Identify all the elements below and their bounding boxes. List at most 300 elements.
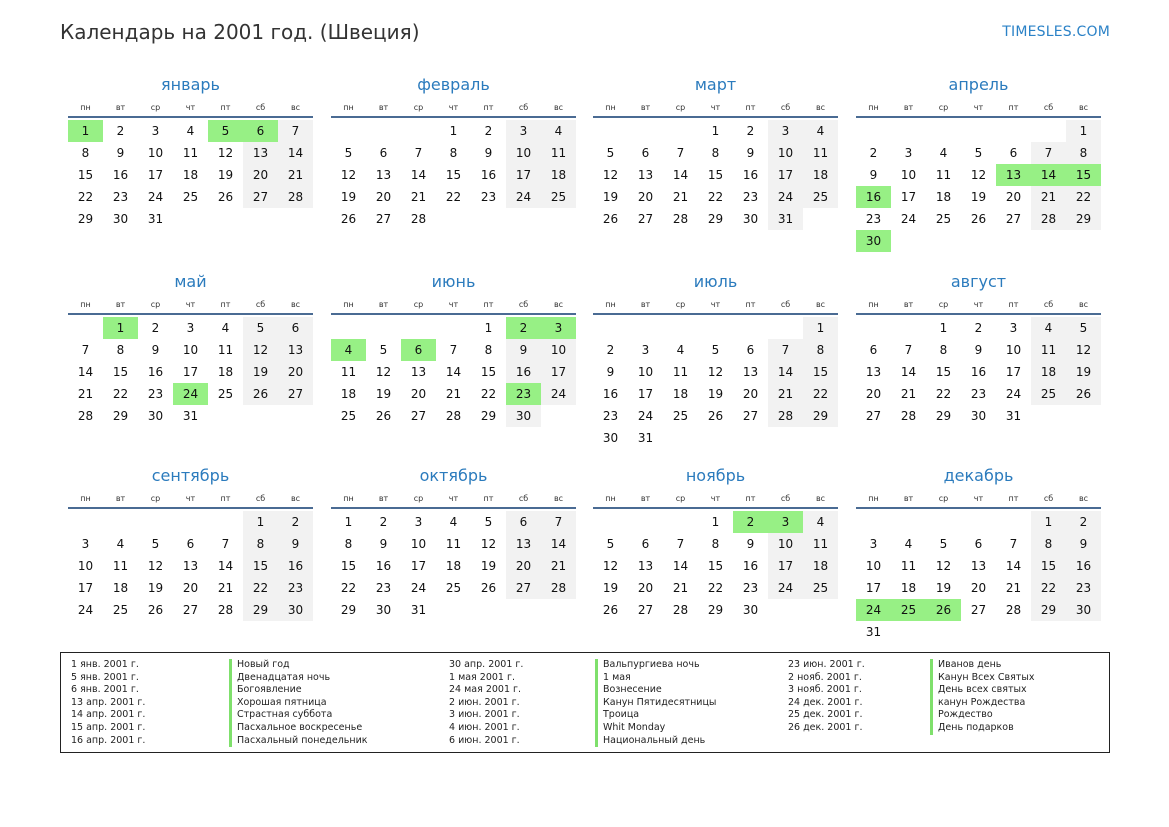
day-cell: 18 bbox=[672, 387, 689, 401]
day-cell: 28 bbox=[768, 405, 803, 427]
weekday-label: сб bbox=[255, 103, 266, 112]
month-name: декабрь bbox=[943, 466, 1014, 485]
day-cell: 18 bbox=[182, 168, 199, 182]
weekday-label: сб bbox=[780, 300, 791, 309]
day-cell: 6 bbox=[379, 146, 388, 160]
day-cell: 12 bbox=[707, 365, 724, 379]
day-cell: 7 bbox=[676, 537, 685, 551]
day-cell: 3 bbox=[869, 537, 878, 551]
day-grid bbox=[331, 511, 576, 621]
day-cell: 28 bbox=[77, 409, 94, 423]
day-cell: 27 bbox=[742, 409, 759, 423]
weekday-label: сб bbox=[1043, 300, 1054, 309]
day-cell: 16 bbox=[278, 555, 313, 577]
weekday-label: пн bbox=[868, 300, 879, 309]
day-cell: 5 bbox=[484, 515, 493, 529]
day-cell: 11 bbox=[672, 365, 689, 379]
day-cell: 9 bbox=[278, 533, 313, 555]
day-cell: 25 bbox=[803, 186, 838, 208]
weekday-header bbox=[593, 491, 838, 509]
month-4 bbox=[856, 75, 1101, 252]
day-cell: 10 bbox=[900, 168, 917, 182]
weekday-header bbox=[593, 100, 838, 118]
day-cell: 26 bbox=[970, 212, 987, 226]
day-cell: 24 bbox=[410, 581, 427, 595]
day-cell: 5 bbox=[1066, 317, 1101, 339]
day-cell: 18 bbox=[900, 581, 917, 595]
empty-cell bbox=[331, 120, 366, 142]
legend-date: 15 апр. 2001 г. bbox=[71, 721, 146, 733]
day-cell: 3 bbox=[1009, 321, 1018, 335]
day-cell: 27 bbox=[182, 603, 199, 617]
day-cell: 12 bbox=[1066, 339, 1101, 361]
day-cell: 1 bbox=[344, 515, 353, 529]
empty-cell bbox=[593, 511, 628, 533]
day-cell: 20 bbox=[970, 581, 987, 595]
day-cell: 5 bbox=[606, 537, 615, 551]
weekday-label: вс bbox=[553, 103, 564, 112]
day-cell: 10 bbox=[506, 142, 541, 164]
day-cell: 27 bbox=[637, 603, 654, 617]
empty-cell bbox=[663, 511, 698, 533]
day-cell: 27 bbox=[637, 212, 654, 226]
day-cell: 13 bbox=[375, 168, 392, 182]
holiday-day-cell: 3 bbox=[768, 511, 803, 533]
empty-cell bbox=[628, 511, 663, 533]
day-cell: 17 bbox=[541, 361, 576, 383]
day-cell: 23 bbox=[602, 409, 619, 423]
legend-holiday-name: Вальпургиева ночь bbox=[595, 659, 716, 672]
month-name: февраль bbox=[417, 75, 490, 94]
day-cell: 28 bbox=[217, 603, 234, 617]
month-name: апрель bbox=[948, 75, 1009, 94]
legend-date: 26 дек. 2001 г. bbox=[788, 721, 863, 733]
empty-cell bbox=[628, 317, 663, 339]
day-cell: 5 bbox=[974, 146, 983, 160]
legend-holiday-name: Троица bbox=[595, 709, 716, 722]
day-cell: 27 bbox=[410, 409, 427, 423]
empty-cell bbox=[173, 511, 208, 533]
day-cell: 8 bbox=[939, 343, 948, 357]
weekday-header bbox=[856, 100, 1101, 118]
day-cell: 4 bbox=[803, 120, 838, 142]
day-cell: 10 bbox=[182, 343, 199, 357]
weekday-label: ср bbox=[150, 103, 161, 112]
weekday-label: пт bbox=[745, 300, 756, 309]
day-cell: 26 bbox=[147, 603, 164, 617]
day-cell: 8 bbox=[711, 537, 720, 551]
day-cell: 5 bbox=[151, 537, 160, 551]
weekday-label: ср bbox=[413, 103, 424, 112]
day-cell: 5 bbox=[344, 146, 353, 160]
weekday-label: ср bbox=[675, 103, 686, 112]
day-cell: 30 bbox=[375, 603, 392, 617]
day-cell: 2 bbox=[1066, 511, 1101, 533]
day-cell: 19 bbox=[707, 387, 724, 401]
day-cell: 15 bbox=[77, 168, 94, 182]
legend-date: 1 янв. 2001 г. bbox=[71, 659, 139, 670]
day-cell: 21 bbox=[278, 164, 313, 186]
day-cell: 19 bbox=[375, 387, 392, 401]
day-cell: 26 bbox=[217, 190, 234, 204]
day-cell: 19 bbox=[480, 559, 497, 573]
day-cell: 7 bbox=[1031, 142, 1066, 164]
day-cell: 14 bbox=[672, 168, 689, 182]
day-grid bbox=[593, 120, 838, 230]
day-cell: 24 bbox=[900, 212, 917, 226]
day-cell: 8 bbox=[116, 343, 125, 357]
day-cell: 28 bbox=[541, 577, 576, 599]
weekday-label: пн bbox=[605, 494, 616, 503]
month-name: сентябрь bbox=[151, 466, 230, 485]
day-cell: 3 bbox=[186, 321, 195, 335]
day-cell: 16 bbox=[1066, 555, 1101, 577]
weekday-header bbox=[331, 297, 576, 315]
day-cell: 3 bbox=[641, 343, 650, 357]
day-cell: 25 bbox=[803, 577, 838, 599]
empty-cell bbox=[68, 317, 103, 339]
day-cell: 26 bbox=[375, 409, 392, 423]
day-cell: 12 bbox=[970, 168, 987, 182]
month-7 bbox=[593, 272, 838, 449]
weekday-label: пт bbox=[220, 494, 231, 503]
legend-holiday-name: Двенадцатая ночь bbox=[229, 672, 368, 685]
day-cell: 6 bbox=[186, 537, 195, 551]
day-cell: 11 bbox=[935, 168, 952, 182]
day-cell: 18 bbox=[803, 164, 838, 186]
day-cell: 29 bbox=[243, 599, 278, 621]
day-cell: 24 bbox=[77, 603, 94, 617]
day-cell: 15 bbox=[707, 168, 724, 182]
weekday-label: сб bbox=[1043, 494, 1054, 503]
empty-cell bbox=[768, 317, 803, 339]
day-cell: 3 bbox=[81, 537, 90, 551]
empty-cell bbox=[331, 317, 366, 339]
legend-date: 23 июн. 2001 г. bbox=[788, 659, 865, 670]
day-cell: 11 bbox=[1031, 339, 1066, 361]
legend-date: 14 апр. 2001 г. bbox=[71, 709, 146, 721]
day-cell: 12 bbox=[217, 146, 234, 160]
empty-cell bbox=[401, 317, 436, 339]
legend-holiday-name: День всех святых bbox=[930, 684, 1034, 697]
day-cell: 27 bbox=[1005, 212, 1022, 226]
empty-cell bbox=[891, 120, 926, 142]
empty-cell bbox=[436, 317, 471, 339]
day-cell: 23 bbox=[742, 190, 759, 204]
day-cell: 20 bbox=[278, 361, 313, 383]
weekday-label: пт bbox=[745, 103, 756, 112]
day-grid bbox=[856, 317, 1101, 427]
weekday-label: пн bbox=[605, 300, 616, 309]
day-cell: 8 bbox=[344, 537, 353, 551]
empty-cell bbox=[926, 120, 961, 142]
weekday-label: ср bbox=[938, 103, 949, 112]
day-cell: 11 bbox=[445, 537, 462, 551]
day-cell: 18 bbox=[1031, 361, 1066, 383]
weekday-label: пт bbox=[483, 103, 494, 112]
day-cell: 24 bbox=[637, 409, 654, 423]
weekday-label: сб bbox=[255, 300, 266, 309]
day-cell: 25 bbox=[112, 603, 129, 617]
day-cell: 31 bbox=[147, 212, 164, 226]
day-cell: 11 bbox=[182, 146, 199, 160]
weekday-label: пн bbox=[343, 494, 354, 503]
holiday-day-cell: 24 bbox=[856, 599, 891, 621]
day-cell: 4 bbox=[116, 537, 125, 551]
day-cell: 21 bbox=[541, 555, 576, 577]
empty-cell bbox=[856, 120, 891, 142]
month-name: май bbox=[174, 272, 207, 291]
legend-dates-column-1 bbox=[71, 659, 145, 747]
weekday-label: чт bbox=[185, 300, 196, 309]
day-cell: 25 bbox=[340, 409, 357, 423]
day-cell: 19 bbox=[243, 361, 278, 383]
day-cell: 26 bbox=[243, 383, 278, 405]
weekday-header bbox=[68, 100, 313, 118]
empty-cell bbox=[961, 120, 996, 142]
day-cell: 21 bbox=[1031, 186, 1066, 208]
holiday-day-cell: 16 bbox=[856, 186, 891, 208]
day-cell: 15 bbox=[340, 559, 357, 573]
weekday-label: вс bbox=[553, 494, 564, 503]
day-cell: 7 bbox=[221, 537, 230, 551]
day-cell: 4 bbox=[676, 343, 685, 357]
weekday-label: чт bbox=[973, 300, 984, 309]
day-cell: 23 bbox=[742, 581, 759, 595]
day-cell: 6 bbox=[869, 343, 878, 357]
day-cell: 20 bbox=[375, 190, 392, 204]
day-grid bbox=[68, 120, 313, 230]
month-name: август bbox=[950, 272, 1007, 291]
holiday-day-cell: 14 bbox=[1031, 164, 1066, 186]
day-grid bbox=[856, 511, 1101, 643]
day-cell: 6 bbox=[506, 511, 541, 533]
month-11 bbox=[593, 466, 838, 621]
holiday-day-cell: 15 bbox=[1066, 164, 1101, 186]
legend-holiday-name: Пасхальное воскресенье bbox=[229, 722, 368, 735]
day-cell: 28 bbox=[1005, 603, 1022, 617]
month-3 bbox=[593, 75, 838, 230]
day-cell: 23 bbox=[865, 212, 882, 226]
day-cell: 31 bbox=[865, 625, 882, 639]
legend-holiday-name: Пасхальный понедельник bbox=[229, 735, 368, 748]
day-cell: 8 bbox=[484, 343, 493, 357]
day-cell: 7 bbox=[1009, 537, 1018, 551]
page-title: Календарь на 2001 год. (Швеция) bbox=[60, 20, 420, 44]
weekday-label: чт bbox=[710, 103, 721, 112]
day-cell: 1 bbox=[1031, 511, 1066, 533]
day-cell: 1 bbox=[803, 317, 838, 339]
legend-names-column-3 bbox=[930, 659, 1034, 735]
day-cell: 31 bbox=[768, 208, 803, 230]
legend-holiday-name: Новый год bbox=[229, 659, 368, 672]
day-cell: 18 bbox=[935, 190, 952, 204]
holiday-day-cell: 1 bbox=[68, 120, 103, 142]
empty-cell bbox=[891, 511, 926, 533]
day-cell: 4 bbox=[541, 120, 576, 142]
day-cell: 2 bbox=[379, 515, 388, 529]
weekday-label: вс bbox=[1078, 300, 1089, 309]
day-cell: 25 bbox=[445, 581, 462, 595]
day-cell: 17 bbox=[768, 555, 803, 577]
holiday-day-cell: 5 bbox=[208, 120, 243, 142]
day-cell: 10 bbox=[637, 365, 654, 379]
day-cell: 16 bbox=[480, 168, 497, 182]
weekday-label: пн bbox=[868, 103, 879, 112]
day-cell: 27 bbox=[278, 383, 313, 405]
day-cell: 8 bbox=[803, 339, 838, 361]
holiday-day-cell: 3 bbox=[541, 317, 576, 339]
day-cell: 13 bbox=[278, 339, 313, 361]
day-cell: 27 bbox=[375, 212, 392, 226]
legend-date: 24 дек. 2001 г. bbox=[788, 696, 863, 708]
day-cell: 29 bbox=[77, 212, 94, 226]
empty-cell bbox=[856, 511, 891, 533]
site-link[interactable]: TIMESLES.COM bbox=[1002, 24, 1110, 40]
day-cell: 16 bbox=[742, 168, 759, 182]
empty-cell bbox=[208, 511, 243, 533]
weekday-label: пт bbox=[1008, 103, 1019, 112]
day-cell: 2 bbox=[116, 124, 125, 138]
day-grid bbox=[68, 511, 313, 621]
day-cell: 27 bbox=[970, 603, 987, 617]
day-cell: 9 bbox=[379, 537, 388, 551]
day-cell: 11 bbox=[112, 559, 129, 573]
weekday-label: чт bbox=[448, 300, 459, 309]
day-cell: 23 bbox=[480, 190, 497, 204]
day-cell: 6 bbox=[278, 317, 313, 339]
weekday-label: чт bbox=[185, 103, 196, 112]
day-cell: 5 bbox=[939, 537, 948, 551]
day-cell: 7 bbox=[768, 339, 803, 361]
weekday-label: пт bbox=[1008, 300, 1019, 309]
day-cell: 26 bbox=[1066, 383, 1101, 405]
legend-date: 1 мая 2001 г. bbox=[449, 671, 515, 683]
weekday-label: чт bbox=[448, 103, 459, 112]
empty-cell bbox=[628, 120, 663, 142]
day-cell: 22 bbox=[707, 581, 724, 595]
day-cell: 13 bbox=[865, 365, 882, 379]
day-cell: 9 bbox=[151, 343, 160, 357]
day-cell: 1 bbox=[711, 515, 720, 529]
holiday-day-cell: 30 bbox=[856, 230, 891, 252]
weekday-label: ср bbox=[938, 494, 949, 503]
day-cell: 7 bbox=[449, 343, 458, 357]
month-2 bbox=[331, 75, 576, 230]
day-cell: 30 bbox=[742, 603, 759, 617]
day-cell: 29 bbox=[707, 603, 724, 617]
legend-date: 6 июн. 2001 г. bbox=[449, 734, 520, 746]
day-cell: 10 bbox=[1005, 343, 1022, 357]
day-cell: 9 bbox=[484, 146, 493, 160]
weekday-label: сб bbox=[255, 494, 266, 503]
empty-cell bbox=[663, 317, 698, 339]
day-cell: 16 bbox=[112, 168, 129, 182]
empty-cell bbox=[926, 511, 961, 533]
legend-date: 2 нояб. 2001 г. bbox=[788, 671, 862, 683]
day-cell: 16 bbox=[506, 361, 541, 383]
day-cell: 24 bbox=[768, 577, 803, 599]
day-cell: 29 bbox=[935, 409, 952, 423]
holiday-day-cell: 25 bbox=[891, 599, 926, 621]
day-cell: 11 bbox=[803, 142, 838, 164]
day-cell: 19 bbox=[1066, 361, 1101, 383]
day-cell: 22 bbox=[935, 387, 952, 401]
weekday-label: вт bbox=[378, 494, 389, 503]
day-cell: 13 bbox=[243, 142, 278, 164]
day-cell: 12 bbox=[602, 168, 619, 182]
day-cell: 31 bbox=[182, 409, 199, 423]
weekday-label: вт bbox=[115, 494, 126, 503]
weekday-label: вт bbox=[115, 103, 126, 112]
legend-holiday-name: Рождество bbox=[930, 709, 1034, 722]
weekday-label: ср bbox=[675, 300, 686, 309]
day-cell: 15 bbox=[935, 365, 952, 379]
day-cell: 3 bbox=[414, 515, 423, 529]
empty-cell bbox=[593, 317, 628, 339]
weekday-label: ср bbox=[938, 300, 949, 309]
holiday-day-cell: 23 bbox=[506, 383, 541, 405]
weekday-label: пт bbox=[1008, 494, 1019, 503]
day-cell: 14 bbox=[410, 168, 427, 182]
day-cell: 8 bbox=[81, 146, 90, 160]
day-cell: 6 bbox=[1009, 146, 1018, 160]
day-cell: 9 bbox=[116, 146, 125, 160]
empty-cell bbox=[733, 317, 768, 339]
day-grid bbox=[593, 511, 838, 621]
day-cell: 10 bbox=[768, 142, 803, 164]
legend-holiday-name: Whit Monday bbox=[595, 722, 716, 735]
day-cell: 13 bbox=[182, 559, 199, 573]
day-cell: 11 bbox=[541, 142, 576, 164]
day-cell: 9 bbox=[1066, 533, 1101, 555]
day-cell: 8 bbox=[711, 146, 720, 160]
empty-cell bbox=[138, 511, 173, 533]
empty-cell bbox=[663, 120, 698, 142]
day-cell: 14 bbox=[445, 365, 462, 379]
day-cell: 26 bbox=[480, 581, 497, 595]
weekday-label: вс bbox=[290, 300, 301, 309]
day-cell: 14 bbox=[1005, 559, 1022, 573]
legend-date: 25 дек. 2001 г. bbox=[788, 709, 863, 721]
weekday-label: ср bbox=[413, 494, 424, 503]
holiday-day-cell: 1 bbox=[103, 317, 138, 339]
empty-cell bbox=[366, 120, 401, 142]
day-cell: 1 bbox=[484, 321, 493, 335]
empty-cell bbox=[366, 317, 401, 339]
day-grid bbox=[856, 120, 1101, 252]
month-name: январь bbox=[161, 75, 220, 94]
month-name: июль bbox=[693, 272, 738, 291]
day-cell: 24 bbox=[147, 190, 164, 204]
weekday-label: вс bbox=[815, 103, 826, 112]
day-cell: 16 bbox=[375, 559, 392, 573]
day-cell: 22 bbox=[340, 581, 357, 595]
weekday-label: пн bbox=[343, 103, 354, 112]
day-cell: 1 bbox=[243, 511, 278, 533]
holiday-day-cell: 24 bbox=[173, 383, 208, 405]
day-cell: 12 bbox=[935, 559, 952, 573]
day-cell: 7 bbox=[541, 511, 576, 533]
day-cell: 5 bbox=[379, 343, 388, 357]
legend-date: 13 апр. 2001 г. bbox=[71, 696, 146, 708]
day-cell: 29 bbox=[480, 409, 497, 423]
month-name: март bbox=[694, 75, 737, 94]
day-cell: 8 bbox=[1066, 142, 1101, 164]
day-cell: 6 bbox=[641, 146, 650, 160]
holiday-legend bbox=[60, 652, 1110, 753]
month-1 bbox=[68, 75, 313, 230]
